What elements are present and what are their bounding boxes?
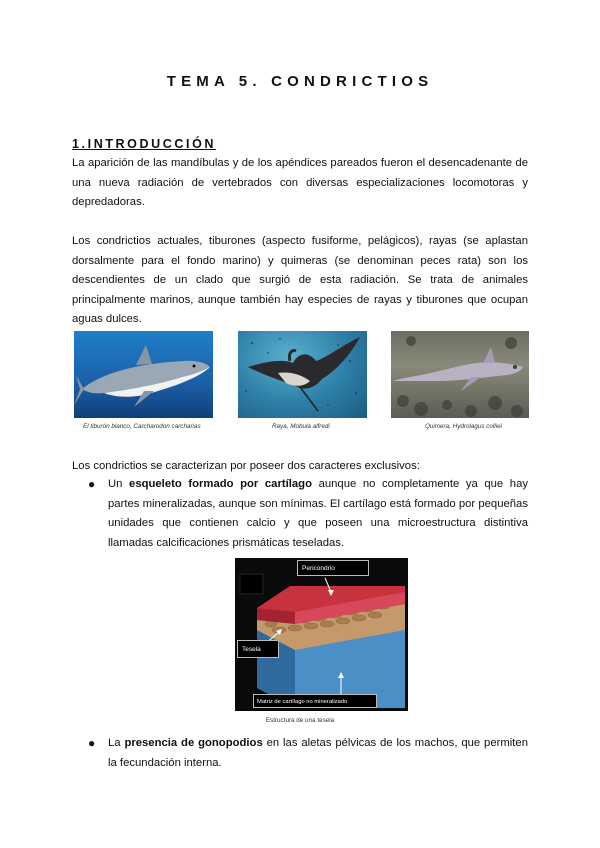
bullet-marker-1: ● — [88, 477, 96, 491]
bullet-marker-2: ● — [88, 736, 96, 750]
diagram-caption: Estructura de una tesela — [265, 717, 335, 724]
bullet-1-bold: esqueleto formado por cartílago — [129, 478, 312, 490]
shark-caption: El tiburón blanco, Carcharodon carcharias — [83, 423, 201, 430]
shark-photo — [74, 331, 213, 418]
bullet-text-2: La presencia de gonopodios en las aletas pélvicas de los machos, que permiten la fecundación interna. — [108, 737, 528, 769]
label-perichondrium: Pericondrio — [297, 560, 369, 576]
section-heading: 1.INTRODUCCIÓN — [72, 137, 217, 151]
page-title: TEMA 5. CONDRICTIOS — [166, 73, 434, 90]
label-matrix: Matriz de cartílago no mineralizado — [253, 694, 377, 708]
tessera-diagram — [235, 558, 408, 711]
ray-photo — [238, 331, 367, 418]
bullet-2-bold: presencia de gonopodios — [124, 737, 263, 749]
chimera-photo — [391, 331, 529, 418]
chimera-caption: Quimera, Hydrolagus colliei — [425, 423, 502, 430]
bullet-text-1: Un esqueleto formado por cartílago aunque no completamente ya que hay partes mineralizadas, aunque son mínimas. El cartílago está formado por pequeñas unidades que contienen calcio y que poseen una microestructura distintiva llamadas calcificaciones prismáticas teseladas. — [108, 478, 528, 549]
intro-paragraph-1: La aparición de las mandíbulas y de los apéndices pareados fueron el desencadenante de una nueva radiación de vertebrados con diversas especializaciones locomotoras y depredadoras. — [72, 157, 528, 208]
label-tessera: Tesela — [237, 640, 279, 658]
ray-illustration — [238, 331, 367, 418]
shark-illustration — [74, 331, 213, 418]
intro-paragraph-3: Los condrictios se caracterizan por poseer dos caracteres exclusivos: — [72, 460, 420, 472]
intro-paragraph-2: Los condrictios actuales, tiburones (aspecto fusiforme, pelágicos), rayas (se aplastan dorsalmente para el fondo marino) y quimeras (se denominan peces rata) son los descendientes de un clado que surgió de esta radiación. Se trata de animales principalmente marinos, aunque también hay especies de rayas y tiburones que ocupan aguas dulces. — [72, 235, 528, 325]
ray-caption: Raya, Mobula alfredi — [272, 423, 330, 430]
chimera-illustration — [391, 331, 529, 418]
